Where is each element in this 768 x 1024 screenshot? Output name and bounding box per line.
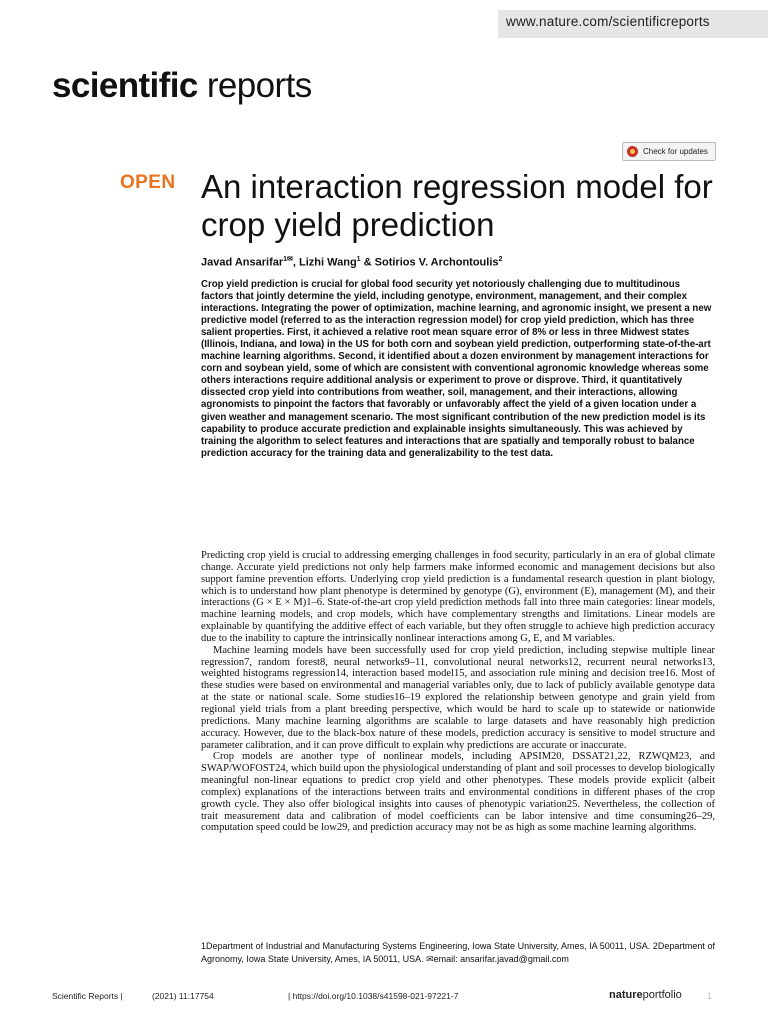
footer-doi[interactable]: | https://doi.org/10.1038/s41598-021-97221-7: [288, 991, 459, 1001]
author-name[interactable]: Sotirios V. Archontoulis: [374, 256, 499, 269]
author-name[interactable]: Lizhi Wang: [299, 256, 357, 269]
publisher-light: portfolio: [642, 989, 682, 1001]
author-separator: &: [360, 256, 375, 269]
author-affiliation: 2: [498, 256, 503, 263]
crossmark-icon: [627, 146, 638, 157]
journal-url[interactable]: www.nature.com/scientificreports: [506, 14, 710, 29]
journal-logo: [52, 66, 312, 106]
author-affiliation: 1: [356, 256, 361, 263]
footer-citation: (2021) 11:17754: [152, 991, 214, 1001]
open-access-label: OPEN: [120, 172, 176, 193]
author-separator: ,: [292, 256, 300, 269]
author-name[interactable]: Javad Ansarifar: [201, 256, 284, 269]
logo-bold-part: scientific: [52, 66, 198, 105]
author-list: [201, 255, 502, 269]
publisher-bold: nature: [609, 989, 643, 1001]
author-affiliation: 1✉: [283, 256, 293, 263]
check-for-updates-label: Check for updates: [643, 147, 708, 156]
article-title: An interaction regression model for crop yield prediction: [201, 168, 713, 243]
check-for-updates-button[interactable]: [622, 142, 716, 161]
page-number: 1: [707, 991, 713, 1001]
logo-light-part: reports: [206, 66, 312, 105]
abstract: Crop yield prediction is crucial for global food security yet notoriously challenging due to multitudinous factors that jointly determine the yield, including genotype, environment, management, and their complex interactions. Integrating the power of optimization, machine learning, and agronomic insight, we present a new predictive model (referred to as the interaction regression model) for crop yield prediction, which has three salient properties. First, it achieved a relative root mean square error of 8% or less in three Midwest states (Illinois, Indiana, and Iowa) in the US for both corn and soybean yield prediction, outperforming state-of-the-art machine learning algorithms. Second, it identified about a dozen environment by management interactions for corn and soybean yield, some of which are consistent with conventional agronomic knowledge whereas some others interactions require additional analysis or experiment to prove or disprove. Third, it quantitatively dissected crop yield into contributions from weather, soil, management, and their interactions, allowing agronomists to pinpoint the factors that favorably or unfavorably affect the yield of a given location under a given weather and management scenario. The most significant contribution of the new prediction model is its capability to produce accurate prediction and explainable insights simultaneously. This was achieved by training the algorithm to select features and interactions that are spatially and temporally robust to balance prediction accuracy for the training data and generalizability to the test data.: [201, 279, 712, 459]
article-body: [201, 550, 715, 834]
body-paragraph: Predicting crop yield is crucial to addressing emerging challenges in food security, particularly in an era of global climate change. Accurate yield predictions not only help farmers make informed economic and management decisions but also support famine prevention efforts. Underlying crop yield prediction is a fundamental research question in plant biology, which is to understand how plant phenotype is determined by genotype (G), environment (E), management (M), and their interactions (G × E × M)1–6. State-of-the-art crop yield prediction methods fall into three main categories: linear models, machine learning models, and crop models, which have complementary strengths and limitations. Linear models are explainable by quantifying the additive effect of each variable, but they often struggle to achieve high prediction accuracy due to the inability to capture the intrinsically nonlinear interactions among G, E, and M variables.: [201, 550, 715, 644]
footer-journal: Scientific Reports |: [52, 991, 123, 1001]
affiliations-footnote: 1Department of Industrial and Manufacturing Systems Engineering, Iowa State University, Ames, IA 50011, USA. 2Department of Agronomy, Iowa State University, Ames, IA 50011, USA. ✉email: ansarifar.javad@gmail.com: [201, 941, 715, 964]
nature-portfolio-logo: [609, 989, 682, 1001]
body-paragraph: Crop models are another type of nonlinear models, including APSIM20, DSSAT21,22, RZWQM23, and SWAP/WOFOST24, which build upon the physiological understanding of plant and soil processes to develop biologically meaningful non-linear equations to predict crop yield and other phenotypes. These models provide explicit (albeit complex) explanations of the interactions between traits and environmental conditions in different phases of the crop growth cycle. They also offer biological insights into causes of phenotypic variation25. Nevertheless, the collection of trait measurement data and calibration of model coefficients can be labor intensive and time consuming26–29, computation speed could be low29, and prediction accuracy may not be as high as some machine learning algorithms.: [201, 751, 715, 834]
body-paragraph: Machine learning models have been successfully used for crop yield prediction, including stepwise multiple linear regression7, random forest8, neural networks9–11, convolutional neural networks12, recurrent neural networks13, weighted histograms regression14, interaction based model15, and association rule mining and decision tree16. Most of these studies were based on environmental and managerial variables only, due to lack of publicly available genotype data at the state or national scale. Some studies16–19 explored the relationship between genotype and grain yield from regional yield trials from a plant breeding perspective, which would be hard to scale up to statewide or nationwide predictions. Many machine learning algorithms are scalable to large datasets and have reasonably high prediction accuracy. However, due to the black-box nature of these models, prediction accuracy is sensitive to model structure and parameter calibration, and it can prove difficult to explain why predictions are accurate or inaccurate.: [201, 644, 715, 751]
